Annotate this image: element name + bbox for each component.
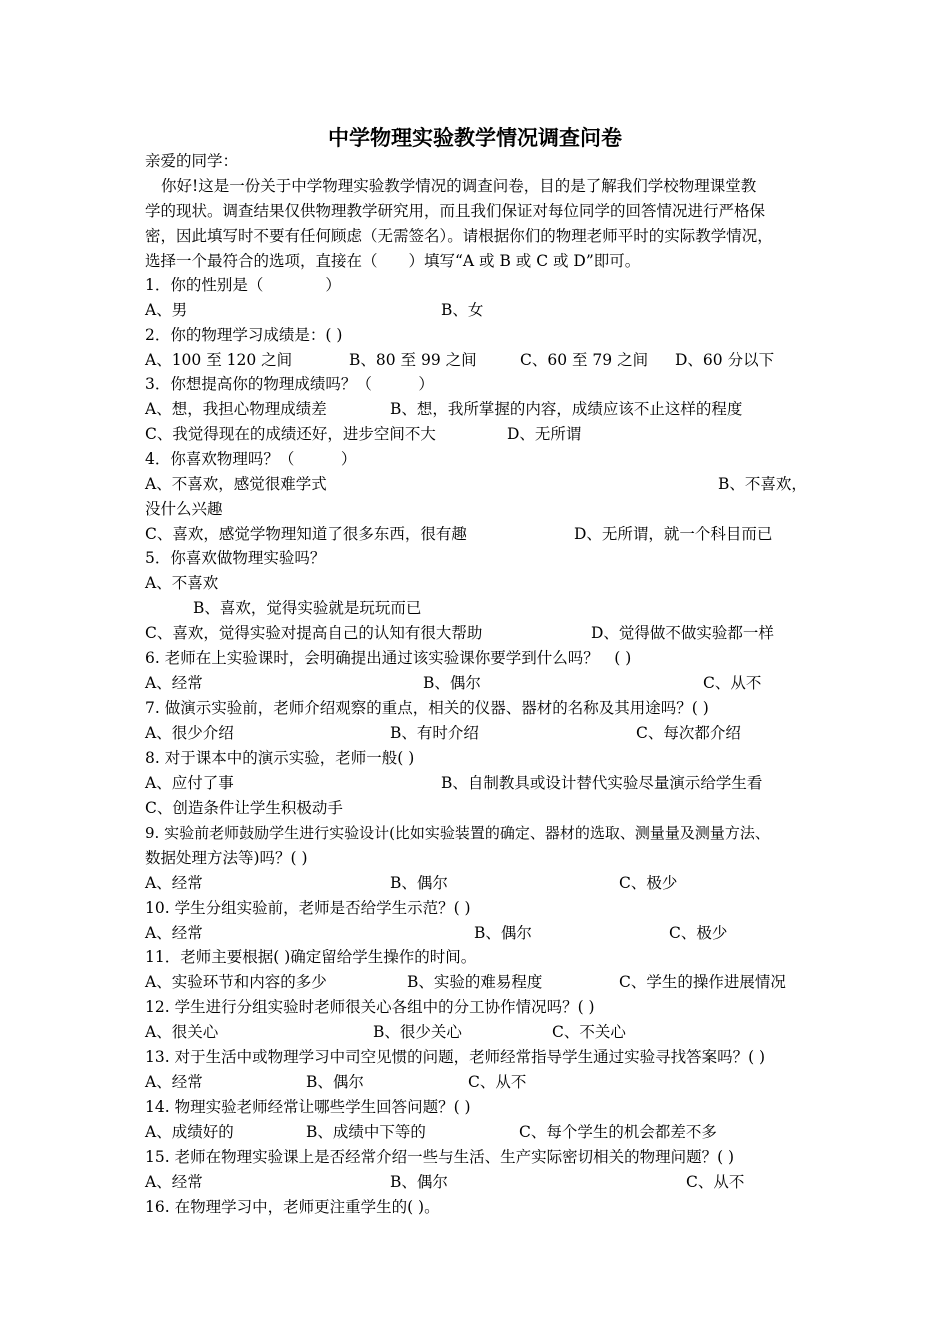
option: C、创造条件让学生积极动手 (145, 799, 343, 817)
option: A、经常 (145, 674, 203, 692)
question-7: 7. 做演示实验前，老师介绍观察的重点，相关的仪器、器材的名称及其用途吗？( ) (145, 699, 709, 717)
intro-line: 密，因此填写时不要有任何顾虑（无需签名）。请根据你们的物理老师平时的实际教学情况， (145, 227, 773, 245)
option: B、成绩中下等的 (306, 1123, 426, 1141)
question-1: 1．你的性别是（ ） (145, 276, 341, 294)
option: B、偶尔 (390, 1173, 448, 1191)
option: A、想，我担心物理成绩差 (145, 400, 327, 418)
option: A、经常 (145, 1173, 203, 1191)
option: A、经常 (145, 874, 203, 892)
option: C、不关心 (552, 1023, 626, 1041)
option: A、实验环节和内容的多少 (145, 973, 327, 991)
option: C、60 至 79 之间 (520, 351, 649, 369)
option: B、偶尔 (306, 1073, 364, 1091)
page-title: 中学物理实验教学情况调查问卷 (328, 125, 622, 150)
option: D、无所谓 (507, 425, 582, 443)
option: A、成绩好的 (145, 1123, 234, 1141)
option: B、想，我所掌握的内容，成绩应该不止这样的程度 (390, 400, 743, 418)
option: A、经常 (145, 924, 203, 942)
question-16: 16. 在物理学习中，老师更注重学生的( )。 (145, 1198, 440, 1216)
intro-line: 选择一个最符合的选项，直接在（ ）填写“A 或 B 或 C 或 D”即可。 (145, 252, 641, 270)
option: B、偶尔 (474, 924, 532, 942)
option: A、100 至 120 之间 (145, 351, 293, 369)
option: A、不喜欢 (145, 574, 219, 592)
option: A、男 (145, 301, 188, 319)
option: C、喜欢，感觉学物理知道了很多东西，很有趣 (145, 525, 467, 543)
option: C、喜欢，觉得实验对提高自己的认知有很大帮助 (145, 624, 483, 642)
question-13: 13. 对于生活中或物理学习中司空见惯的问题，老师经常指导学生通过实验寻找答案吗？( ) (145, 1048, 766, 1066)
option: B、偶尔 (390, 874, 448, 892)
option: B、有时介绍 (390, 724, 479, 742)
question-11: 11．老师主要根据( )确定留给学生操作的时间。 (145, 948, 477, 966)
question-8: 8. 对于课本中的演示实验，老师一般( ) (145, 749, 415, 767)
option: C、从不 (703, 674, 762, 692)
question-12: 12. 学生进行分组实验时老师很关心各组中的分工协作情况吗？( ) (145, 998, 595, 1016)
option: A、不喜欢，感觉很难学式 (145, 475, 327, 493)
option: C、极少 (619, 874, 678, 892)
greeting: 亲爱的同学： (145, 152, 239, 170)
option: B、偶尔 (423, 674, 481, 692)
question-4: 4．你喜欢物理吗？（ ） (145, 450, 357, 468)
question-15: 15. 老师在物理实验课上是否经常介绍一些与生活、生产实际密切相关的物理问题？( ) (145, 1148, 735, 1166)
option: C、我觉得现在的成绩还好，进步空间不大 (145, 425, 436, 443)
option: B、80 至 99 之间 (349, 351, 477, 369)
option: C、每个学生的机会都差不多 (519, 1123, 717, 1141)
question-6: 6. 老师在上实验课时，会明确提出通过该实验课你要学到什么吗？ ( ) (145, 649, 632, 667)
question-3: 3．你想提高你的物理成绩吗？（ ） (145, 375, 434, 393)
option: A、很关心 (145, 1023, 219, 1041)
option: B、实验的难易程度 (407, 973, 543, 991)
option: B、自制教具或设计替代实验尽量演示给学生看 (441, 774, 763, 792)
option: B、很少关心 (373, 1023, 462, 1041)
option: C、从不 (686, 1173, 745, 1191)
option: 没什么兴趣 (145, 500, 223, 518)
option: D、觉得做不做实验都一样 (591, 624, 774, 642)
option: B、女 (441, 301, 484, 319)
question-5: 5．你喜欢做物理实验吗？ (145, 549, 326, 567)
option: B、不喜欢， (718, 475, 807, 493)
option: C、每次都介绍 (636, 724, 741, 742)
option: A、经常 (145, 1073, 203, 1091)
question-2: 2．你的物理学习成绩是：( ) (145, 326, 343, 344)
question-9: 9. 实验前老师鼓励学生进行实验设计(比如实验装置的确定、器材的选取、测量量及测量方法、 (145, 824, 770, 842)
intro-line: 你好!这是一份关于中学物理实验教学情况的调查问卷，目的是了解我们学校物理课堂教 (161, 177, 757, 195)
option: D、无所谓，就一个科目而已 (574, 525, 773, 543)
option: C、极少 (669, 924, 728, 942)
option: D、60 分以下 (675, 351, 775, 369)
question-9-continued: 数据处理方法等)吗？( ) (145, 849, 308, 867)
option: A、很少介绍 (145, 724, 234, 742)
question-14: 14. 物理实验老师经常让哪些学生回答问题？( ) (145, 1098, 471, 1116)
option: C、从不 (468, 1073, 527, 1091)
option: C、学生的操作进展情况 (619, 973, 786, 991)
intro-line: 学的现状。调查结果仅供物理教学研究用，而且我们保证对每位同学的回答情况进行严格保 (145, 202, 766, 220)
option: A、应付了事 (145, 774, 234, 792)
option: B、喜欢，觉得实验就是玩玩而已 (193, 599, 422, 617)
question-10: 10. 学生分组实验前，老师是否给学生示范？( ) (145, 899, 471, 917)
